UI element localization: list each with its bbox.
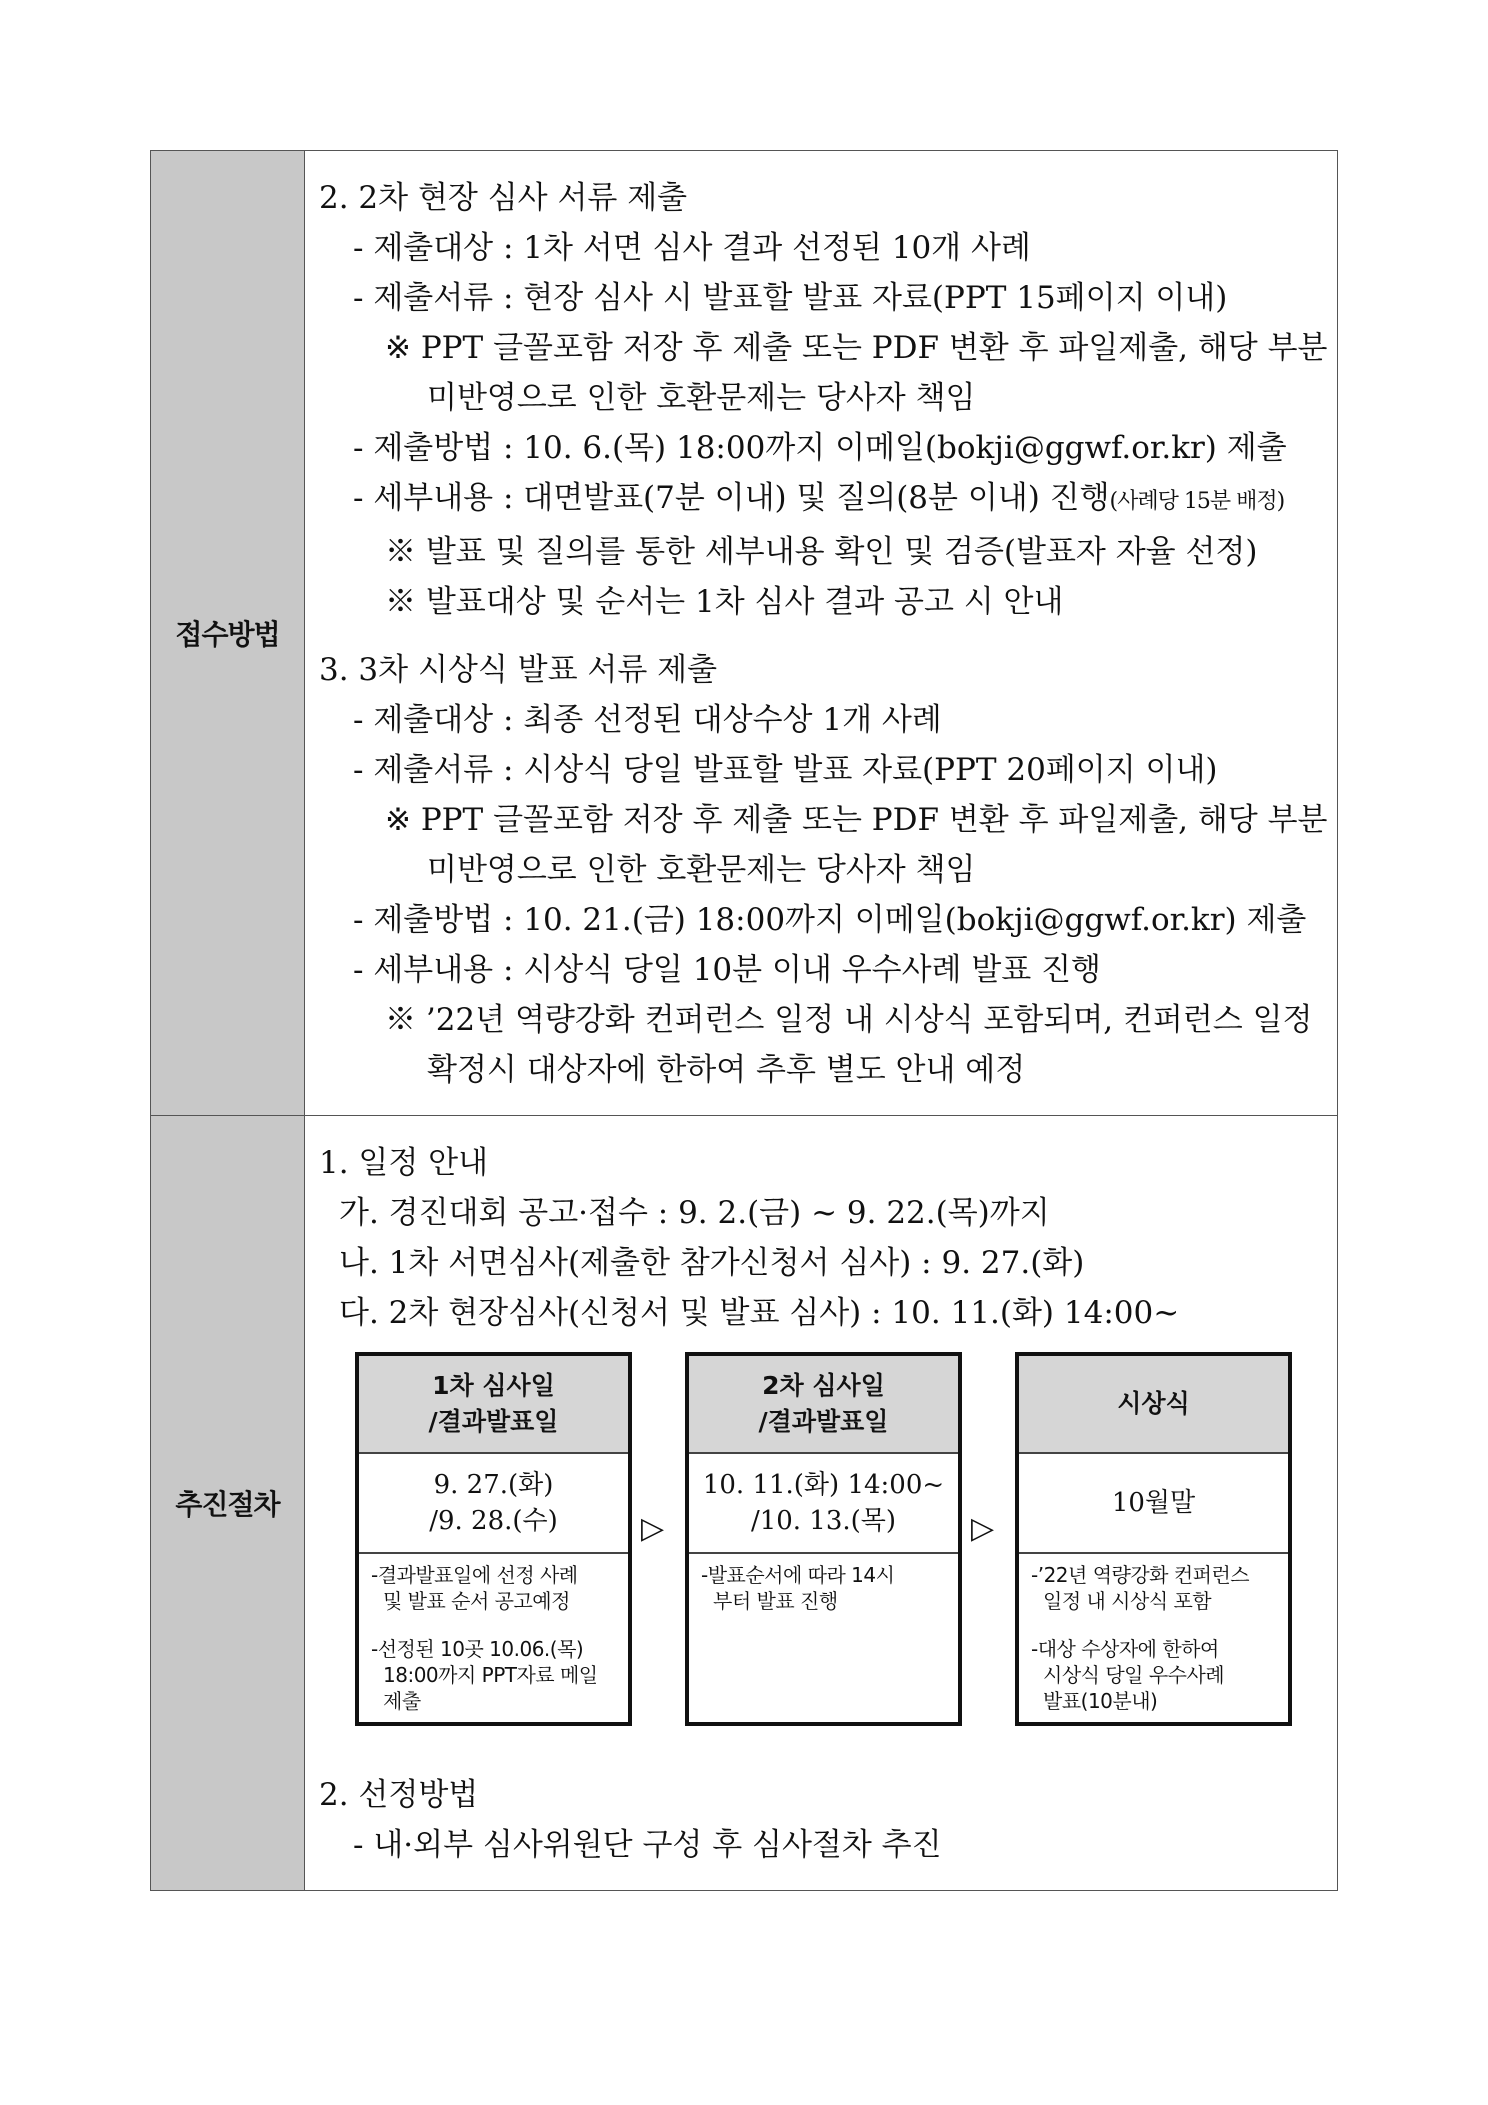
- submission-line: [319, 995, 1319, 1045]
- submission-line: [319, 323, 1328, 373]
- schedule-box-date-line: /10. 13.(목): [750, 1506, 897, 1536]
- schedule-item: 다. 2차 현장심사(신청서 및 발표 심사) : 10. 11.(화) 14:00~: [339, 1295, 1180, 1331]
- row-header-procedure: 추진절차: [151, 1116, 305, 1891]
- spacer: [319, 627, 1319, 645]
- submission-line-text: - 세부내용 : 대면발표(7분 이내) 및 질의(8분 이내) 진행: [353, 480, 1110, 516]
- submission-line-text: 미반영으로 인한 호환문제는 당사자 책임: [427, 380, 976, 416]
- submission-line-text: - 세부내용 : 시상식 당일 10분 이내 우수사례 발표 진행: [353, 952, 1101, 988]
- submission-line: [319, 173, 1319, 223]
- schedule-box-date-line: 10. 11.(화) 14:00~: [702, 1470, 945, 1500]
- schedule-box-notes: [1019, 1554, 1288, 1714]
- schedule-note-line: 시상식 당일 우수사례: [1043, 1663, 1225, 1687]
- schedule-note: [371, 1562, 618, 1614]
- submission-line-text: ※ 발표대상 및 순서는 1차 심사 결과 공고 시 안내: [385, 584, 1064, 620]
- schedule-box: [685, 1352, 962, 1726]
- row-submission-method: [151, 151, 1338, 1116]
- submission-line-text: - 제출대상 : 최종 선정된 대상수상 1개 사례: [353, 702, 942, 738]
- schedule-note-line: 발표(10분내): [1043, 1689, 1158, 1713]
- schedule-flow-diagram: [319, 1352, 1319, 1752]
- schedule-box-notes: [689, 1554, 958, 1614]
- schedule-note-line: 부터 발표 진행: [713, 1589, 838, 1613]
- schedule-note-line: -대상 수상자에 한하여: [1031, 1637, 1219, 1661]
- schedule-box-notes: [359, 1554, 628, 1714]
- schedule-box-date-line: 9. 27.(화): [433, 1470, 554, 1500]
- submission-line-text: 2. 2차 현장 심사 서류 제출: [319, 180, 688, 216]
- schedule-box-date: [1019, 1454, 1288, 1554]
- submission-line-text: - 제출서류 : 시상식 당일 발표할 발표 자료(PPT 20페이지 이내): [353, 752, 1218, 788]
- submission-line: [319, 895, 1319, 945]
- submission-line-text: 확정시 대상자에 한하여 추후 별도 안내 예정: [427, 1052, 1026, 1088]
- schedule-note-line: 일정 내 시상식 포함: [1043, 1589, 1212, 1613]
- procedure-content: [305, 1116, 1337, 1890]
- submission-line: [319, 945, 1319, 995]
- submission-line: [319, 645, 1319, 695]
- schedule-note-line: 제출: [383, 1689, 421, 1713]
- schedule-box-date-line: /9. 28.(수): [429, 1506, 558, 1536]
- schedule-box-title: [359, 1356, 628, 1454]
- schedule-box: [355, 1352, 632, 1726]
- flow-arrow-icon: ▷: [641, 1511, 665, 1546]
- schedule-note: [1031, 1636, 1278, 1714]
- submission-line-text: ※ ’22년 역량강화 컨퍼런스 일정 내 시상식 포함되며, 컨퍼런스 일정: [385, 1002, 1313, 1038]
- submission-line: [319, 423, 1319, 473]
- submission-line-text: 미반영으로 인한 호환문제는 당사자 책임: [427, 852, 976, 888]
- submission-line-text: - 제출방법 : 10. 6.(목) 18:00까지 이메일(bokji@ggwf.or.kr) 제출: [353, 430, 1287, 466]
- submission-content: [305, 151, 1337, 1115]
- submission-line-text: ※ PPT 글꼴포함 저장 후 제출 또는 PDF 변환 후 파일제출, 해당 부분: [385, 802, 1328, 838]
- schedule-note-line: -’22년 역량강화 컨퍼런스: [1031, 1563, 1250, 1587]
- submission-line: [319, 473, 1319, 527]
- submission-line-note: (사례당 15분 배정): [1109, 489, 1285, 514]
- info-table: [150, 150, 1338, 1891]
- row-header-submission: 접수방법: [151, 151, 305, 1116]
- content-cell-procedure: [305, 1116, 1338, 1891]
- schedule-box-date: [359, 1454, 628, 1554]
- submission-line: [319, 577, 1319, 627]
- schedule-box-title: [689, 1356, 958, 1454]
- submission-line: [319, 273, 1319, 323]
- schedule-box-title-line: /결과발표일: [428, 1407, 559, 1436]
- schedule-box-date: [689, 1454, 958, 1554]
- submission-line-text: - 제출서류 : 현장 심사 시 발표할 발표 자료(PPT 15페이지 이내): [353, 280, 1228, 316]
- submission-line: [319, 527, 1319, 577]
- schedule-title: 1. 일정 안내: [319, 1145, 489, 1181]
- schedule-box-title-line: 시상식: [1117, 1389, 1190, 1418]
- flow-arrow-icon: ▷: [971, 1511, 995, 1546]
- schedule-box: [1015, 1352, 1292, 1726]
- submission-line-text: 3. 3차 시상식 발표 서류 제출: [319, 652, 718, 688]
- submission-line: [319, 695, 1319, 745]
- schedule-box-title: [1019, 1356, 1288, 1454]
- schedule-box-date-line: 10월말: [1111, 1488, 1196, 1518]
- schedule-note-line: 및 발표 순서 공고예정: [383, 1589, 570, 1613]
- selection-title: 2. 선정방법: [319, 1777, 479, 1813]
- submission-line: [319, 745, 1319, 795]
- schedule-note: [1031, 1562, 1278, 1614]
- selection-method: - 내·외부 심사위원단 구성 후 심사절차 추진: [353, 1827, 942, 1863]
- submission-line: [319, 845, 1319, 895]
- submission-line-text: ※ 발표 및 질의를 통한 세부내용 확인 및 검증(발표자 자율 선정): [385, 534, 1258, 570]
- schedule-note-line: -결과발표일에 선정 사례: [371, 1563, 578, 1587]
- schedule-box-title-line: /결과발표일: [758, 1407, 889, 1436]
- schedule-note: [701, 1562, 948, 1614]
- schedule-item: 나. 1차 서면심사(제출한 참가신청서 심사) : 9. 27.(화): [339, 1245, 1085, 1281]
- schedule-note-line: 18:00까지 PPT자료 메일: [383, 1663, 598, 1687]
- content-cell-submission: [305, 151, 1338, 1116]
- submission-line-text: ※ PPT 글꼴포함 저장 후 제출 또는 PDF 변환 후 파일제출, 해당 부분: [385, 330, 1328, 366]
- submission-line: [319, 373, 1319, 423]
- schedule-note-line: -발표순서에 따라 14시: [701, 1563, 895, 1587]
- submission-line: [319, 223, 1319, 273]
- submission-line-text: - 제출대상 : 1차 서면 심사 결과 선정된 10개 사례: [353, 230, 1031, 266]
- schedule-item: 가. 경진대회 공고·접수 : 9. 2.(금) ~ 9. 22.(목)까지: [339, 1195, 1050, 1231]
- row-procedure: [151, 1116, 1338, 1891]
- submission-line-text: - 제출방법 : 10. 21.(금) 18:00까지 이메일(bokji@ggwf.or.kr) 제출: [353, 902, 1307, 938]
- schedule-note-line: -선정된 10곳 10.06.(목): [371, 1637, 584, 1661]
- schedule-box-title-line: 1차 심사일: [432, 1371, 555, 1400]
- schedule-box-title-line: 2차 심사일: [762, 1371, 885, 1400]
- submission-line: [319, 795, 1328, 845]
- submission-line: [319, 1045, 1319, 1095]
- schedule-note: [371, 1636, 618, 1714]
